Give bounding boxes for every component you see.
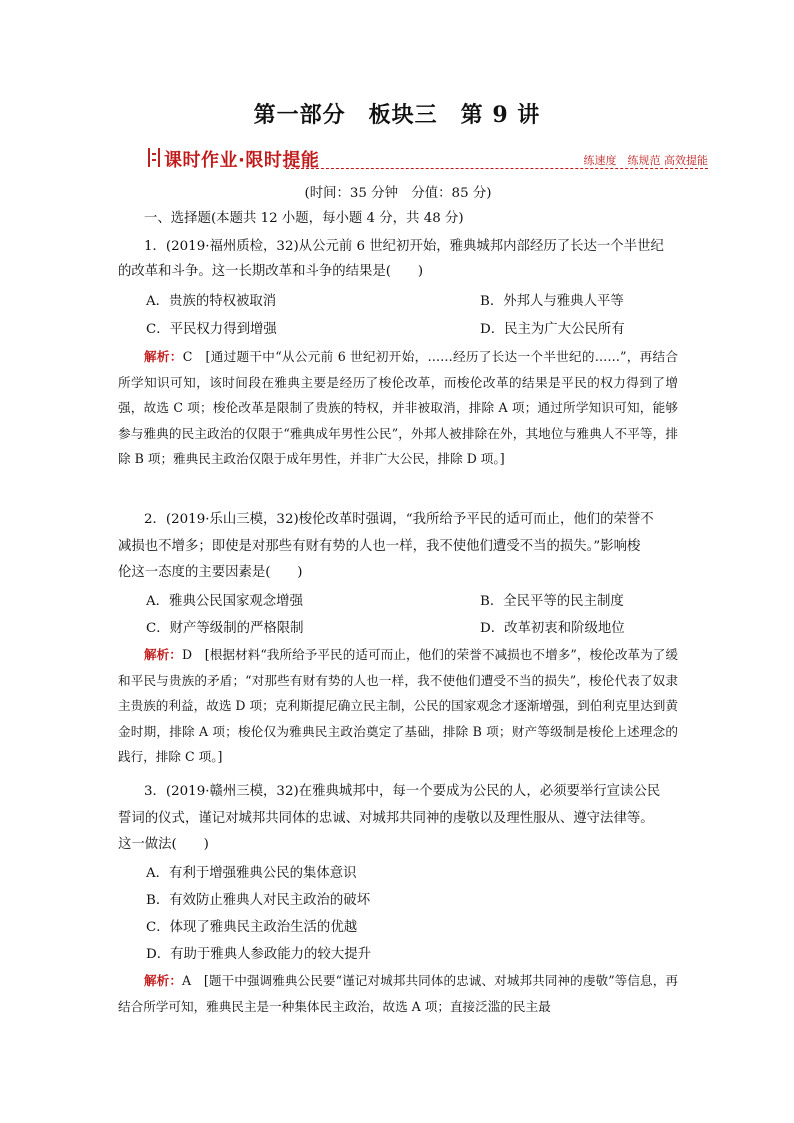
banner-divider [286, 168, 708, 169]
q2-option-a: A．雅典公民国家观念增强 [146, 594, 303, 609]
q3-answer-label: 解析： [144, 973, 183, 988]
q2-stem-line1: 2．(2019·乐山三模，32)梭伦改革时强调，“我所给予平民的适可而止，他们的荣誉不 [144, 512, 654, 527]
q3-answer-text: A [题干中强调雅典公民要“谨记对城邦共同体的忠诚、对城邦共同神的虔敬”等信息，再结合所学可知，雅典民主是一种集体民主政治，故选 A 项；直接泛滥的民主最 [118, 973, 678, 1014]
q3-stem-line2: 誓词的仪式，谨记对城邦共同体的忠诚、对城邦共同神的虔敬以及理性服从、遵守法律等。 [118, 811, 654, 826]
q1-stem-line2: 的改革和斗争。这一长期改革和斗争的结果是( ) [118, 264, 424, 279]
q2-answer [118, 642, 678, 770]
q3-option-c: C．体现了雅典民主政治生活的优越 [146, 920, 358, 935]
q3-option-a: A．有利于增强雅典公民的集体意识 [146, 866, 357, 881]
q3-answer [118, 968, 678, 1019]
section-banner [118, 145, 708, 171]
section-heading: 一、选择题(本题共 12 小题，每小题 4 分，共 48 分) [144, 211, 464, 226]
time-info: (时间：35 分钟 分值：85 分) [304, 186, 492, 201]
banner-right-text: 练速度 练规范 高效提能 [583, 154, 708, 167]
q2-option-d: D．改革初衷和阶级地位 [480, 621, 625, 636]
q3-stem-line1: 3．(2019·赣州三模，32)在雅典城邦中，每一个要成为公民的人，必须要举行宣读公民 [144, 784, 661, 799]
q2-answer-text: D [根据材料“我所给予平民的适可而止，他们的荣誉不减损也不增多”，梭伦改革为了缓和平民与贵族的矛盾；“对那些有财有势的人也一样，我不使他们遭受不当的损失”，梭伦代表了奴隶主贵族的利益，故选 D 项；克利斯提尼确立民主制，公民的国家观念才逐渐增强，到伯利克里达到黄金时期，排除 A 项；梭伦仅为雅典民主政治奠定了基础，排除 B 项；财产等级制是梭伦上述理念的践行，排除 C 项。] [118, 647, 679, 764]
q1-stem-line1: 1．(2019·福州质检，32)从公元前 6 世纪初开始，雅典城邦内部经历了长达一个半世纪 [144, 239, 664, 254]
q2-stem-line3: 伦这一态度的主要因素是( ) [118, 565, 303, 580]
banner-label: 课时作业·限时提能 [164, 150, 320, 171]
q2-option-b: B．全民平等的民主制度 [480, 594, 624, 609]
q3-option-d: D．有助于雅典人参政能力的较大提升 [146, 947, 371, 962]
q3-stem-line3: 这一做法( ) [118, 837, 209, 852]
q2-option-c: C．财产等级制的严格限制 [146, 621, 304, 636]
q1-option-b: B．外邦人与雅典人平等 [480, 294, 624, 309]
q1-answer [118, 344, 678, 472]
page-title: 第一部分 板块三 第 9 讲 [253, 102, 541, 128]
q2-stem-line2: 减损也不增多；即使是对那些有财有势的人也一样，我不使他们遭受不当的损失。”影响梭 [118, 539, 641, 554]
q1-answer-text: C [通过题干中“从公元前 6 世纪初开始，……经历了长达一个半世纪的……”，再结合所学知识可知，该时间段在雅典主要是经历了梭伦改革，而梭伦改革的结果是平民的权力得到了增强，故选 C 项；梭伦改革是限制了贵族的特权，并非被取消，排除 A 项；通过所学知识可知，能够参与雅典的民主政治的仅限于“雅典成年男性公民”，外邦人被排除在外，其地位与雅典人不平等，排除 B 项；雅典民主政治仅限于成年男性，并非广大公民，排除 D 项。] [118, 349, 678, 466]
q3-option-b: B．有效防止雅典人对民主政治的破坏 [146, 893, 371, 908]
q1-answer-label: 解析： [144, 349, 183, 364]
banner-decoration-icon [148, 148, 160, 167]
q1-option-a: A．贵族的特权被取消 [146, 294, 277, 309]
q1-option-d: D．民主为广大公民所有 [480, 322, 625, 337]
q2-answer-label: 解析： [144, 647, 182, 662]
q1-option-c: C．平民权力得到增强 [146, 322, 277, 337]
